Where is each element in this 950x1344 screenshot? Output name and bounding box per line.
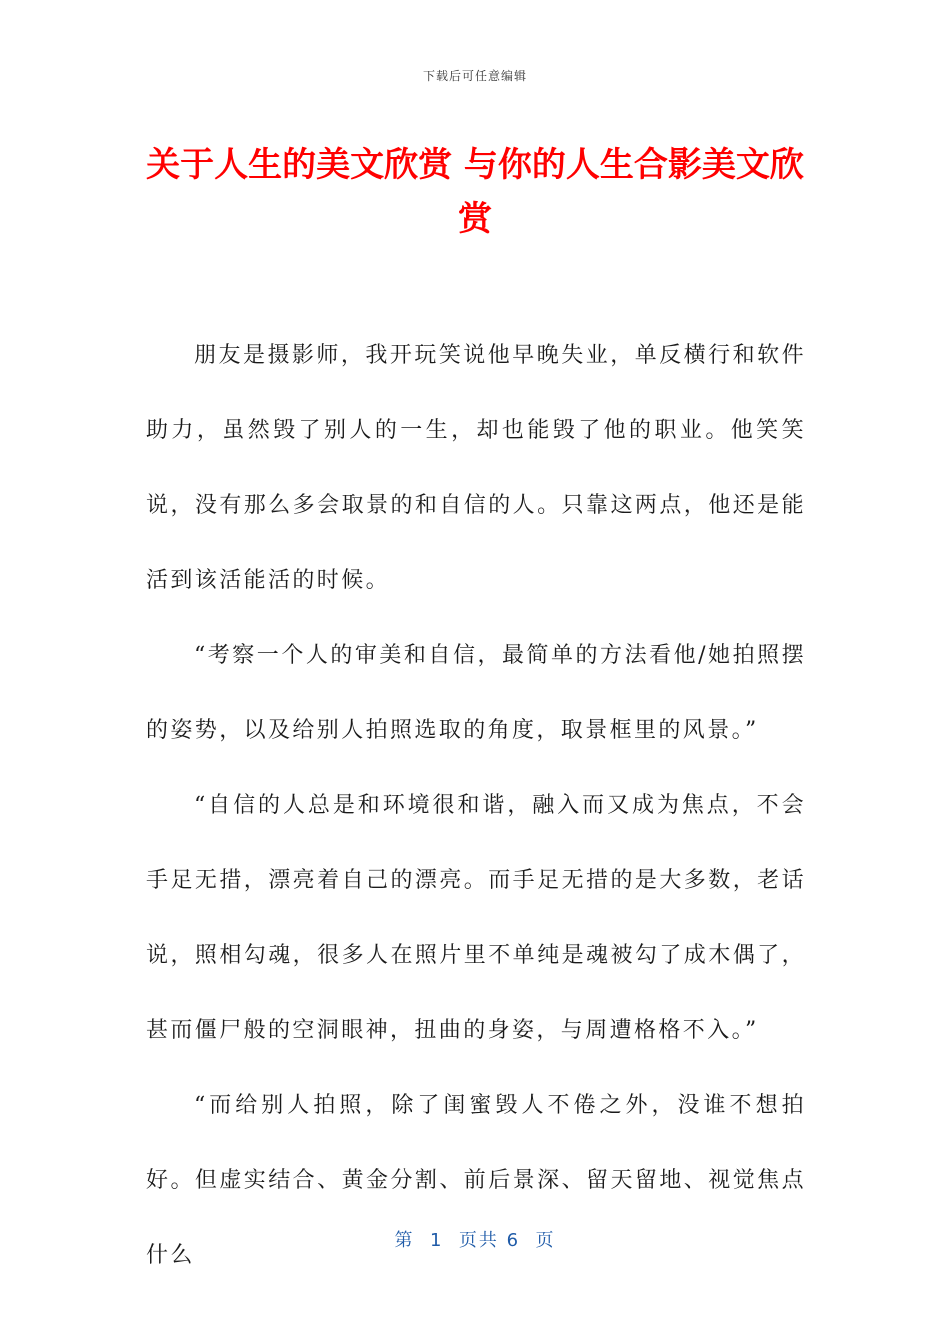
- paragraph: “而给别人拍照，除了闺蜜毁人不倦之外，没谁不想拍好。但虚实结合、黄金分割、前后景深、留天留地、视觉焦点什么: [146, 1093, 806, 1268]
- page-number-footer: 第 1 页共 6 页: [394, 1230, 556, 1251]
- paragraph: “自信的人总是和环境很和谐，融入而又成为焦点，不会手足无措，漂亮着自己的漂亮。而手足无措的是大多数，老话说，照相勾魂，很多人在照片里不单纯是魂被勾了成木偶了，甚而僵尸般的空洞眼神，扭曲的身姿，与周遭格格不入。”: [146, 793, 806, 1043]
- paragraph: 朋友是摄影师，我开玩笑说他早晚失业，单反横行和软件助力，虽然毁了别人的一生，却也能毁了他的职业。他笑笑说，没有那么多会取景的和自信的人。只靠这两点，他还是能活到该活能活的时候。: [146, 343, 806, 593]
- paragraph: “考察一个人的审美和自信，最简单的方法看他/她拍照摆的姿势，以及给别人拍照选取的角度，取景框里的风景。”: [146, 643, 806, 743]
- document-title: 关于人生的美文欣赏 与你的人生合影美文欣赏: [146, 145, 804, 239]
- article-body: [146, 318, 806, 1293]
- header-note: 下载后可任意编辑: [422, 69, 527, 83]
